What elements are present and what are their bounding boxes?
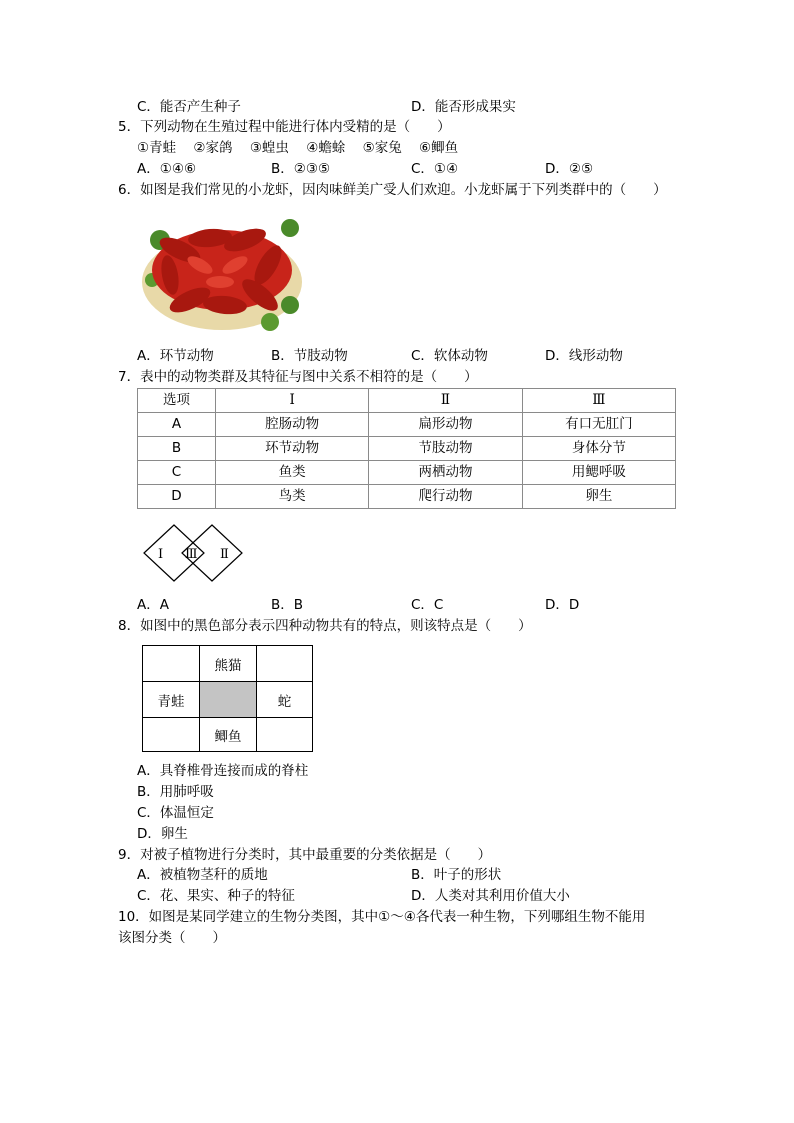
table-cell: B (138, 437, 216, 461)
q5-animal: ②家鸽 (193, 140, 233, 156)
q5-animal-list (137, 138, 458, 158)
table-cell: 两栖动物 (369, 461, 522, 485)
q5-option-a: A．①④⑥ (137, 161, 197, 177)
venn-label-3: Ⅲ (185, 547, 198, 562)
q6-option-c: C．软体动物 (411, 348, 488, 364)
q7-option-a: A．A (137, 597, 169, 613)
table-header-cell: Ⅰ (216, 389, 369, 413)
table-cell: 腔肠动物 (216, 413, 369, 437)
grid-cell-empty (256, 645, 313, 681)
table-header-cell: Ⅲ (522, 389, 675, 413)
q7-option-d: D．D (545, 597, 580, 613)
table-cell: 鸟类 (216, 485, 369, 509)
venn-label-2: Ⅱ (220, 547, 229, 562)
q9-option-b: B．叶子的形状 (411, 867, 502, 883)
q5-animal: ⑤家兔 (362, 140, 402, 156)
q8-animal-grid (142, 645, 313, 752)
table-row (138, 485, 676, 509)
q8-option-c: C．体温恒定 (137, 805, 214, 821)
q10-stem-line1: 10．如图是某同学建立的生物分类图，其中①～④各代表一种生物，下列哪组生物不能用 (118, 909, 646, 925)
grid-cell-bottom: 鲫鱼 (199, 717, 256, 752)
q8-option-b: B．用肺呼吸 (137, 784, 214, 800)
q4-option-c: C．能否产生种子 (137, 99, 241, 115)
q7-option-c: C．C (411, 597, 444, 613)
q9-option-d: D．人类对其利用价值大小 (411, 888, 570, 904)
q10-stem-line2: 该图分类（ ） (118, 930, 226, 946)
venn-label-1: Ⅰ (158, 547, 164, 562)
q9-option-c: C．花、果实、种子的特征 (137, 888, 295, 904)
q9-option-a: A．被植物茎秆的质地 (137, 867, 268, 883)
table-cell: 扁形动物 (369, 413, 522, 437)
q5-animal: ⑥鲫鱼 (419, 140, 459, 156)
table-row (138, 461, 676, 485)
venn-diamond-diagram (142, 523, 244, 583)
grid-cell-empty (142, 717, 199, 752)
table-row (138, 437, 676, 461)
table-cell: 节肢动物 (369, 437, 522, 461)
q7-stem: 7．表中的动物类群及其特征与图中关系不相符的是（ ） (118, 369, 478, 385)
table-cell: 爬行动物 (369, 485, 522, 509)
q5-option-b: B．②③⑤ (271, 161, 331, 177)
grid-cell-shaded (199, 681, 256, 717)
q5-animal: ④蟾蜍 (306, 140, 346, 156)
q5-animal: ③蝗虫 (249, 140, 289, 156)
q5-animal: ①青蛙 (137, 140, 177, 156)
q6-option-a: A．环节动物 (137, 348, 214, 364)
q7-option-b: B．B (271, 597, 304, 613)
table-cell: C (138, 461, 216, 485)
grid-cell-right: 蛇 (256, 681, 313, 717)
q8-option-a: A．具脊椎骨连接而成的脊柱 (137, 763, 309, 779)
q6-stem: 6．如图是我们常见的小龙虾，因肉味鲜美广受人们欢迎。小龙虾属于下列类群中的（ ） (118, 182, 667, 198)
q6-option-d: D．线形动物 (545, 348, 623, 364)
table-row (138, 413, 676, 437)
q8-stem: 8．如图中的黑色部分表示四种动物共有的特点，则该特点是（ ） (118, 618, 532, 634)
table-cell: D (138, 485, 216, 509)
q6-option-b: B．节肢动物 (271, 348, 348, 364)
table-header-row (138, 389, 676, 413)
q5-option-c: C．①④ (411, 161, 459, 177)
table-cell: 卵生 (522, 485, 675, 509)
table-cell: 用鳃呼吸 (522, 461, 675, 485)
grid-cell-empty (142, 645, 199, 681)
q7-table (137, 388, 676, 509)
table-cell: 身体分节 (522, 437, 675, 461)
q5-option-d: D．②⑤ (545, 161, 594, 177)
q4-option-d: D．能否形成果实 (411, 99, 516, 115)
crayfish-plate-image (140, 210, 305, 335)
q9-stem: 9．对被子植物进行分类时，其中最重要的分类依据是（ ） (118, 847, 492, 863)
q8-option-d: D．卵生 (137, 826, 188, 842)
table-cell: 有口无肛门 (522, 413, 675, 437)
grid-cell-top: 熊猫 (199, 645, 256, 681)
grid-cell-left: 青蛙 (142, 681, 199, 717)
table-cell: A (138, 413, 216, 437)
grid-cell-empty (256, 717, 313, 752)
table-cell: 鱼类 (216, 461, 369, 485)
q5-stem: 5．下列动物在生殖过程中能进行体内受精的是（ ） (118, 119, 451, 135)
table-cell: 环节动物 (216, 437, 369, 461)
table-header-cell: Ⅱ (369, 389, 522, 413)
table-header-cell: 选项 (138, 389, 216, 413)
